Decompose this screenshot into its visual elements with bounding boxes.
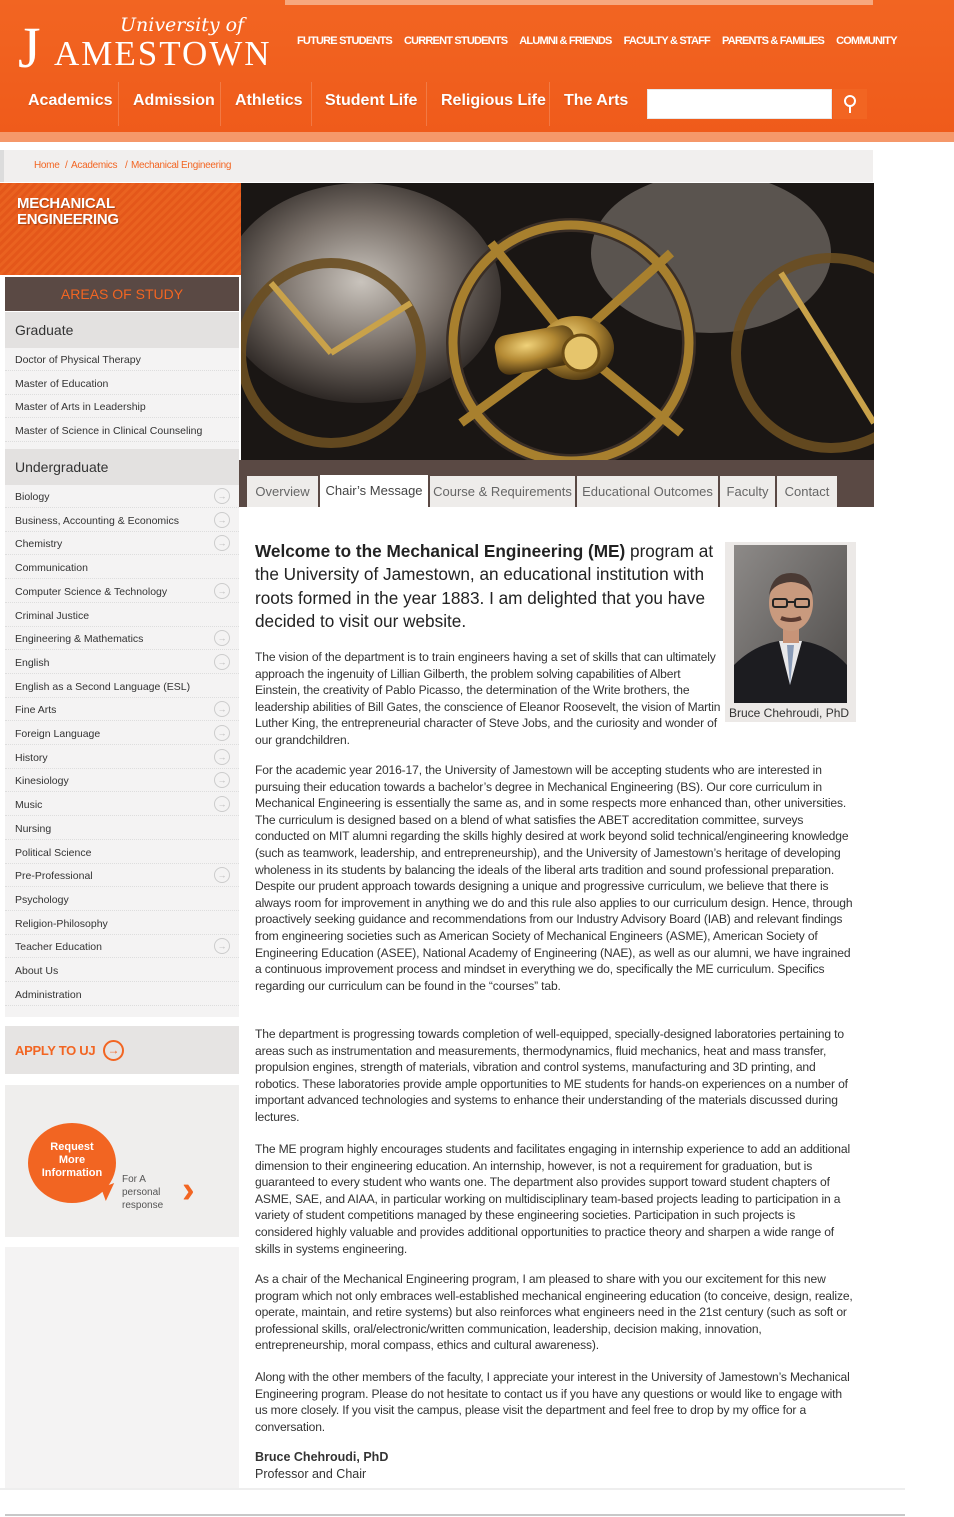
- footer-divider: [5, 1514, 905, 1516]
- tab-contact[interactable]: Contact: [777, 476, 837, 507]
- sidebar-item-label: Kinesiology: [15, 775, 69, 788]
- signature-title: Professor and Chair: [255, 1467, 367, 1481]
- header-bottom-strip: [0, 132, 954, 142]
- arrow-right-icon[interactable]: →: [214, 772, 230, 788]
- arrow-right-icon[interactable]: →: [214, 725, 230, 741]
- breadcrumb-home[interactable]: Home: [34, 160, 60, 171]
- sidebar-section-graduate[interactable]: [5, 312, 239, 348]
- request-line-2: More: [58, 1154, 86, 1166]
- sidebar-item[interactable]: [5, 769, 239, 792]
- breadcrumb-academics[interactable]: Academics: [71, 160, 118, 171]
- arrow-right-icon[interactable]: →: [214, 583, 230, 599]
- nav-divider: [311, 82, 312, 126]
- sidebar-item-label: Political Science: [15, 846, 92, 859]
- sidebar-item-label: Master of Science in Clinical Counseling: [15, 425, 203, 438]
- sidebar-item-label: Engineering & Mathematics: [15, 633, 144, 646]
- sidebar-item[interactable]: [5, 698, 239, 721]
- sidebar-item[interactable]: [5, 580, 239, 603]
- sidebar-item-label: Computer Science & Technology: [15, 585, 168, 598]
- util-nav-future-students[interactable]: FUTURE STUDENTS: [297, 35, 392, 47]
- sidebar-item[interactable]: [5, 864, 239, 887]
- sidebar-item-label: Biology: [15, 491, 50, 503]
- sidebar-item-label: Criminal Justice: [15, 609, 90, 622]
- apply-to-uj-button[interactable]: [5, 1026, 239, 1074]
- sidebar-item[interactable]: [5, 793, 239, 816]
- nav-admission[interactable]: Admission: [133, 92, 215, 109]
- sidebar-item[interactable]: [5, 746, 239, 769]
- util-nav-faculty-staff[interactable]: FACULTY & STAFF: [623, 35, 710, 47]
- sidebar-title: MECHANICAL ENGINEERING: [17, 195, 119, 228]
- nav-the-arts[interactable]: The Arts: [564, 92, 629, 109]
- breadcrumb-current: Mechanical Engineering: [131, 160, 232, 171]
- arrow-right-icon[interactable]: →: [214, 630, 230, 646]
- paragraph-laboratories: The department is progressing towards completion of well-equipped, specially-designed laboratories pertaining to areas such as instrumentation and measurements, thermodynamics, fluid mechanics, heat and mass transfer, propulsion engines, strength of materials, vibration and control systems, manufacturing and 3D printing, and robotics. These laboratories provide ample opportunities to ME students for hands-on experiences on a number of important advanced technologies and systems to enhance their understanding of the materials discussed during lectures.: [255, 1027, 848, 1124]
- chevron-right-icon: ›: [182, 1169, 195, 1211]
- request-bubble: [28, 1123, 116, 1203]
- sidebar-filler: [5, 1247, 239, 1488]
- request-line-3: Information: [41, 1167, 103, 1179]
- sidebar-item[interactable]: [5, 627, 239, 650]
- chair-photo-frame: [725, 542, 856, 722]
- util-nav-alumni-friends[interactable]: ALUMNI & FRIENDS: [519, 35, 612, 47]
- breadcrumb: [0, 150, 873, 182]
- request-response-line: response: [122, 1200, 164, 1211]
- tab-chairs-message[interactable]: Chair’s Message: [320, 475, 428, 508]
- sidebar-item[interactable]: [5, 485, 239, 508]
- sidebar-item[interactable]: [5, 912, 239, 935]
- nav-student-life[interactable]: Student Life: [325, 92, 418, 109]
- nav-divider: [220, 82, 221, 126]
- search-input[interactable]: [647, 89, 832, 119]
- sidebar-item[interactable]: [5, 675, 239, 698]
- breadcrumb-separator: /: [65, 160, 68, 171]
- sidebar-item-label: Religion-Philosophy: [15, 917, 108, 930]
- areas-of-study-label: AREAS OF STUDY: [60, 286, 184, 302]
- arrow-right-icon[interactable]: →: [214, 749, 230, 765]
- sidebar-item-label: Doctor of Physical Therapy: [15, 354, 141, 366]
- arrow-right-icon[interactable]: →: [214, 938, 230, 954]
- sidebar-item[interactable]: [5, 509, 239, 532]
- sidebar-item[interactable]: [5, 604, 239, 627]
- nav-academics[interactable]: Academics: [28, 92, 113, 109]
- sidebar-item-label: Psychology: [15, 893, 69, 906]
- nav-religious-life[interactable]: Religious Life: [441, 92, 546, 109]
- utility-nav: [297, 35, 909, 47]
- logo-university-of: University of: [120, 14, 245, 36]
- tab-educational-outcomes[interactable]: Educational Outcomes: [577, 476, 718, 507]
- areas-of-study-header: [5, 277, 239, 311]
- paragraph-closing: Along with the other members of the faculty, I appreciate your interest in the University of Jamestown’s Mechanical Engineering program. Please do not hesitate to contact us if you have any questions or would like to engage with us more closely. If you visit the campus, please visit the department and feel free to drop by my office for a conversation.: [255, 1370, 850, 1434]
- intro-bold: Welcome to the Mechanical Engineering (ME): [255, 541, 626, 561]
- sidebar-item-label: Fine Arts: [15, 704, 57, 717]
- sidebar-item-label: Nursing: [15, 822, 52, 835]
- sidebar-item[interactable]: [5, 395, 239, 418]
- intro-text: program at the University of Jamestown, an educational institution with roots formed in the year 1883. I am delighted that you have decided to visit our website.: [255, 541, 714, 631]
- sidebar-item-label: About Us: [15, 965, 59, 977]
- arrow-right-icon[interactable]: →: [214, 512, 230, 528]
- sidebar-item[interactable]: [5, 556, 239, 579]
- search-button[interactable]: [833, 89, 867, 119]
- sidebar-item[interactable]: [5, 419, 239, 442]
- sidebar-section-label: Undergraduate: [15, 459, 109, 475]
- sidebar-item[interactable]: [5, 841, 239, 864]
- arrow-right-icon[interactable]: →: [214, 796, 230, 812]
- chair-photo-caption: Bruce Chehroudi, PhD: [729, 706, 850, 720]
- sidebar-item-label: English as a Second Language (ESL): [15, 680, 191, 693]
- signature-name: Bruce Chehroudi, PhD: [255, 1450, 389, 1464]
- sidebar-item[interactable]: [5, 959, 239, 982]
- breadcrumb-separator: /: [125, 160, 128, 171]
- page-bottom-rule: [0, 1488, 905, 1517]
- undergraduate-list: [5, 485, 239, 1017]
- chair-photo: [734, 545, 847, 703]
- hero-image-gears: [241, 183, 874, 460]
- paragraph-vision: The vision of the department is to train engineers having a set of skills that can ultimately approach the ingenuity of Lillian Gilberth, the problem solving capabilities of Albert Einstein, the creativity of Pablo Picasso, the determination of the Write brothers, the leadership abilities of Bill Gates, the conscience of Eleanor Roosevelt, the vision of Martin Luther King, the entrepreneurial character of Steve Jobs, and the curiosity and wonder of our grandchildren.: [255, 650, 721, 747]
- sidebar-item-label: Pre-Professional: [15, 870, 93, 883]
- search-icon: [842, 94, 858, 114]
- sidebar-item-label: Master of Education: [15, 377, 109, 390]
- request-personal-line: personal: [122, 1187, 161, 1198]
- sidebar-item[interactable]: [5, 532, 239, 555]
- sidebar-item-label: Master of Arts in Leadership: [15, 401, 146, 414]
- nav-divider: [118, 82, 119, 126]
- sidebar-item-label: Chemistry: [15, 538, 63, 551]
- tab-faculty[interactable]: Faculty: [720, 476, 775, 507]
- sidebar-item[interactable]: [5, 651, 239, 674]
- arrow-right-icon[interactable]: →: [214, 701, 230, 717]
- tab-course-requirements[interactable]: Course & Requirements: [430, 476, 575, 507]
- sidebar-item-label: Music: [15, 799, 43, 812]
- sidebar-item-label: Foreign Language: [15, 728, 101, 740]
- logo-name: AMESTOWN: [54, 34, 272, 73]
- sidebar-item[interactable]: [5, 722, 239, 745]
- graduate-list: [5, 348, 239, 449]
- util-nav-parents-families[interactable]: PARENTS & FAMILIES: [721, 35, 825, 47]
- request-line-1: Request: [50, 1141, 94, 1153]
- sidebar-section-undergraduate[interactable]: [5, 449, 239, 485]
- nav-divider: [549, 82, 550, 126]
- sidebar-item[interactable]: [5, 888, 239, 911]
- paragraph-program: As a chair of the Mechanical Engineering program, I am pleased to share with you our excitement for this new program which not only embraces well-established mechanical engineering education (to conceive, design, realize, operate, maintain, and retire systems) but also reinforces what engineers need in the 21st century (such as soft or professional skills, oral/electronic/written communication, leadership, decision making, innovation, entrepreneurship, moral compass, ethics and cultural awareness).: [255, 1272, 853, 1353]
- arrow-right-icon[interactable]: →: [214, 654, 230, 670]
- request-for-line: For A: [122, 1174, 146, 1185]
- request-info-box[interactable]: [5, 1085, 239, 1237]
- sidebar-item[interactable]: [5, 817, 239, 840]
- arrow-right-icon: →: [103, 1040, 124, 1061]
- header-top-strip: [285, 0, 873, 5]
- paragraph-internships: The ME program highly encourages students and facilitates engaging in internship experience to add an additional dimension to their engineering education. An internship, however, is not a requirement for graduation, but is guaranteed to every student who wants one. The department also provides support toward student chapters of ASME, SAE, and AIAA, in particular working on multidisciplinary team-based projects leading to participation in a variety of student competitions managed by these engineering societies. Participation in such projects is considered highly valuable and provides additional opportunities to practice theory and sharpen a wide range of skills in systems engineering.: [255, 1142, 850, 1256]
- arrow-right-icon[interactable]: →: [214, 867, 230, 883]
- sidebar-item-label: Business, Accounting & Economics: [15, 514, 180, 527]
- sidebar-item[interactable]: [5, 983, 239, 1006]
- arrow-right-icon[interactable]: →: [214, 488, 230, 504]
- sidebar-item-label: English: [15, 656, 50, 669]
- nav-athletics[interactable]: Athletics: [235, 92, 303, 109]
- sidebar-item[interactable]: [5, 348, 239, 371]
- request-subtext: [122, 1173, 163, 1212]
- sidebar-item-label: Teacher Education: [15, 941, 102, 954]
- sidebar-item-label: Administration: [15, 988, 82, 1001]
- intro-heading: [255, 540, 725, 633]
- util-nav-current-students[interactable]: CURRENT STUDENTS: [403, 35, 508, 47]
- paragraph-curriculum: For the academic year 2016-17, the University of Jamestown will be accepting students who are interested in pursuing their education towards a bachelor’s degree in Mechanical Engineering (BS). Our core curriculum in Mechanical Engineering is essentially the same as, and in some respects more enhanced than, other universities. The curriculum is designed based on a blend of what satisfies the ABET accreditation committee, surveys conducted on MIT alumni regarding the skills highly desired at work beyond solid technical/engineering knowledge (such as teamwork, leadership, and entrepreneurship), and the University of Jamestown’s heritage of developing wholeness in its students by balancing the ideals of the liberal arts tradition and sound professional preparation. Despite our prudent approach towards designing a unique and progressive curriculum, we believe that there is always room for improvement in anything we do and this rule also applies to our curriculum design. Hence, through proactively seeking guidance and recommendations from our Industry Advisory Board (IAB) and relevant findings from engineering societies such as American Society of Mechanical Engineers (ASME), American Society of Engineering Education (ASEE), National Academy of Engineering (NAE), as well as our alumni, we have ingrained a continuous improvement process and mindset in everything we do, specifically the ME curriculum. Specifics regarding our curriculum can be found in the “courses” tab.: [255, 763, 853, 993]
- nav-divider: [426, 82, 427, 126]
- apply-label: APPLY TO UJ: [15, 1043, 96, 1058]
- sidebar-item-label: History: [15, 751, 48, 764]
- sidebar-item[interactable]: [5, 372, 239, 395]
- site-header: [0, 0, 954, 142]
- sidebar-item-label: Communication: [15, 562, 88, 575]
- util-nav-community[interactable]: COMMUNITY: [836, 35, 897, 47]
- logo-initial: J: [18, 15, 41, 80]
- tab-overview[interactable]: Overview: [247, 476, 318, 507]
- sidebar-item[interactable]: [5, 935, 239, 958]
- arrow-right-icon[interactable]: →: [214, 535, 230, 551]
- sidebar-section-label: Graduate: [15, 322, 74, 338]
